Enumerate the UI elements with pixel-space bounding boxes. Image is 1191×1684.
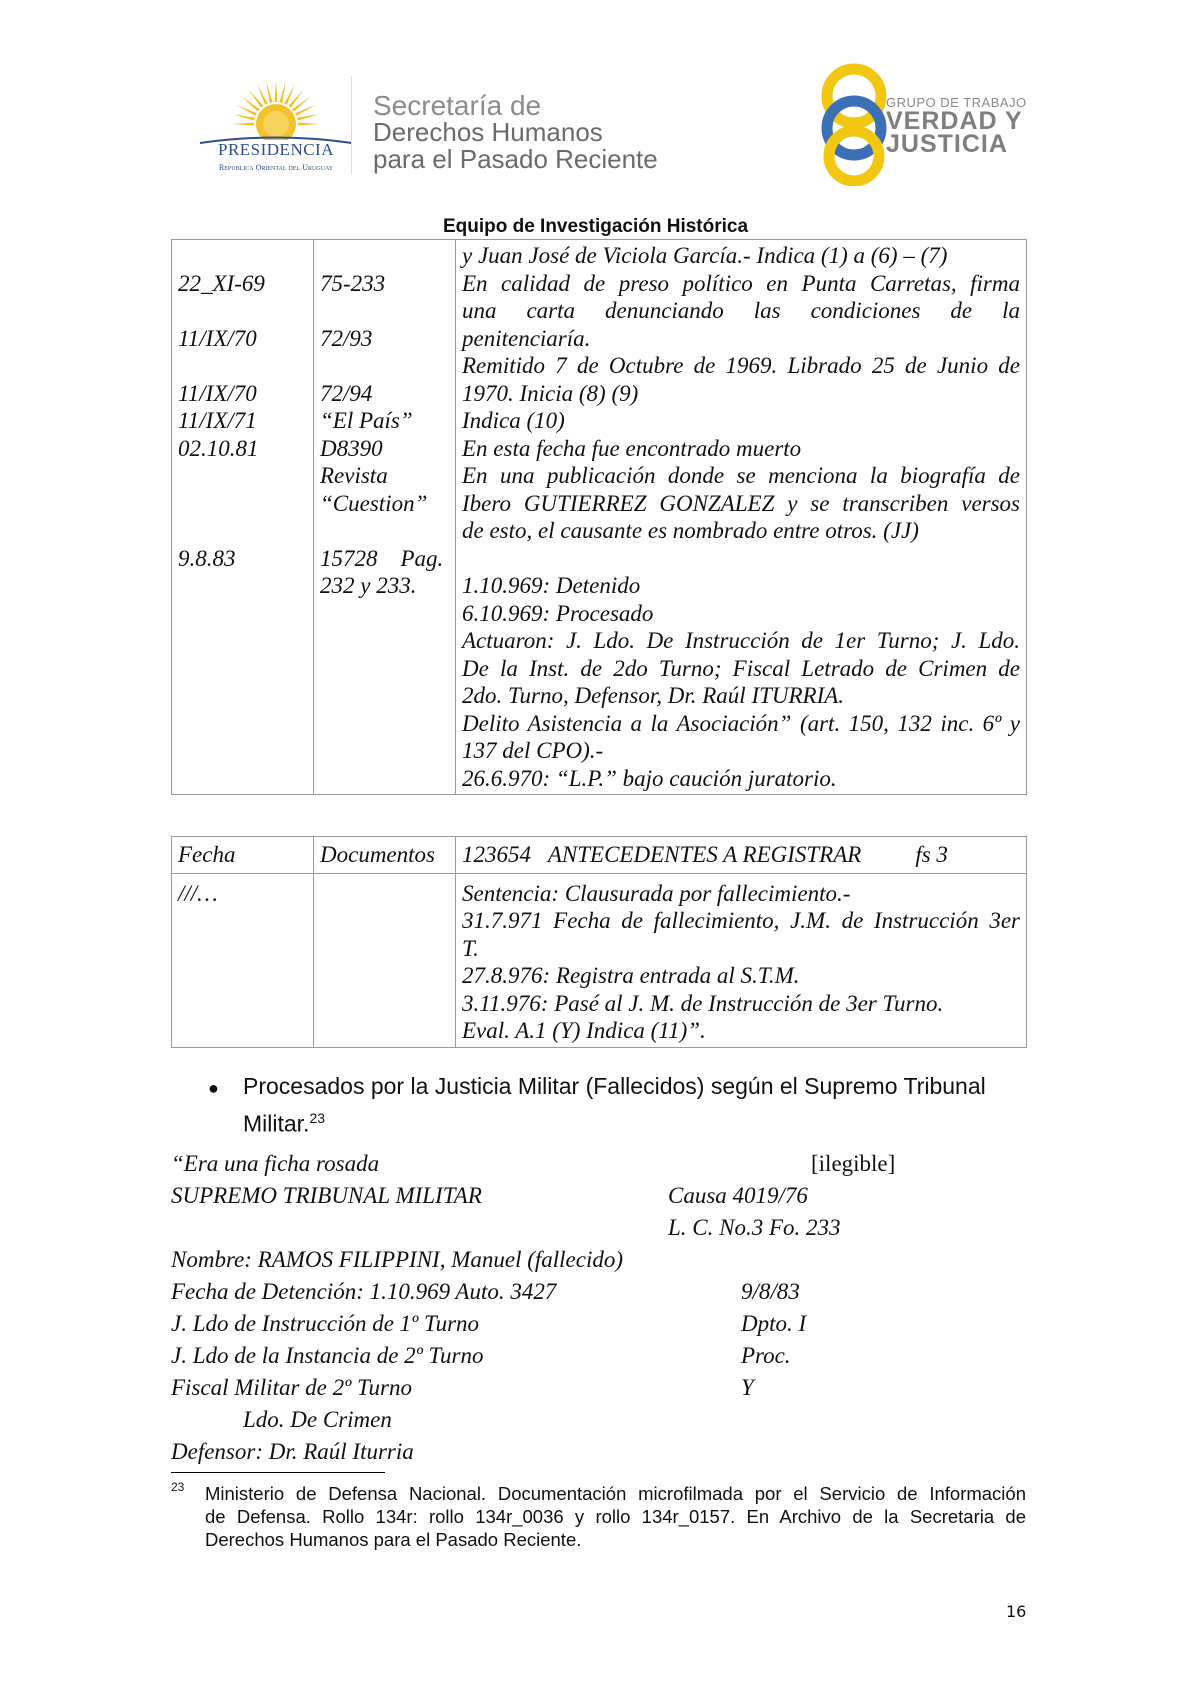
table-line	[320, 737, 449, 765]
table-line	[178, 710, 307, 738]
table-line	[178, 627, 307, 655]
table2-cell-fecha: ///…	[172, 873, 314, 1047]
table-line: 15728 Pag.	[320, 545, 444, 571]
table1-col-documentos	[314, 240, 456, 795]
table-line	[178, 655, 307, 683]
table-line: 1.10.969: Detenido	[462, 573, 641, 598]
record-line: Fecha de Detención: 1.10.969 Auto. 3427	[171, 1279, 557, 1304]
record-line: Fiscal Militar de 2º Turno	[171, 1375, 412, 1400]
table-line: Eval. A.1 (Y) Indica (11)”.	[462, 1018, 706, 1043]
table-line	[178, 490, 307, 518]
table-line: 72/94	[320, 380, 373, 406]
record-line: J. Ldo de la Instancia de 2º Turno	[171, 1343, 484, 1368]
table-line: Actuaron: J. Ldo. De Instrucción de 1er Turno; J. Ldo.	[462, 628, 1020, 653]
bullet-line-1: Procesados por la Justicia Militar (Fallecidos) según el Supremo Tribunal	[243, 1073, 986, 1099]
table-line	[320, 297, 449, 325]
footnote-number: 23	[171, 1480, 185, 1494]
table-line: 22_XI-69	[178, 270, 265, 296]
table-line: “Cuestion”	[320, 490, 428, 516]
table-line	[320, 600, 449, 628]
table-line	[462, 545, 1020, 573]
table-line: 27.8.976: Registra entrada al S.T.M.	[462, 963, 800, 988]
table-line: y Juan José de Viciola García.- Indica (1) a (6) – (7)	[462, 243, 948, 268]
lc-reference: L. C. No.3 Fo. 233	[668, 1215, 841, 1240]
table-line: 72/93	[320, 325, 373, 351]
footnote-text	[205, 1482, 1026, 1551]
record-line: Ldo. De Crimen	[243, 1407, 392, 1432]
table-line: 3.11.976: Pasé al J. M. de Instrucción de 3er Turno.	[462, 990, 944, 1016]
sun-ray	[274, 80, 277, 102]
table-line: 11/IX/70	[178, 380, 257, 406]
table-line	[178, 242, 307, 270]
table-line	[178, 737, 307, 765]
bullet-text	[243, 1070, 986, 1140]
table-line	[178, 572, 307, 600]
footnote-ref: 23	[309, 1110, 326, 1126]
sun-ray	[266, 81, 272, 103]
record-line: Nombre: RAMOS FILIPPINI, Manuel (fallecido)	[171, 1247, 624, 1272]
causa-number: Causa 4019/76	[668, 1183, 808, 1208]
table-line: 232 y 233.	[320, 573, 417, 598]
republica-label: República Oriental del Uruguay	[218, 163, 334, 172]
table-line	[178, 352, 307, 380]
presidencia-label: PRESIDENCIA	[217, 140, 334, 159]
sun-ray	[279, 81, 285, 103]
footnote-line: de Defensa. Rollo 134r: rollo 134r_0036 y rollo 134r_0157. En Archivo de la Secretaria de	[205, 1506, 1026, 1527]
table-line	[178, 765, 307, 793]
table-line	[178, 600, 307, 628]
header-divider	[351, 76, 352, 174]
table-line: T.	[462, 935, 479, 961]
table-line: En una publicación donde se menciona la biografía de	[462, 463, 1020, 488]
header-fecha: Fecha	[172, 837, 314, 874]
justicia-label: JUSTICIA	[886, 130, 1008, 158]
team-heading: Equipo de Investigación Histórica	[442, 216, 749, 237]
table-line	[178, 297, 307, 325]
table-line: 11/IX/71	[178, 408, 257, 433]
footnote-line: Ministerio de Defensa Nacional. Documentación microfilmada por el Servicio de Información	[205, 1483, 1026, 1504]
grupo-trabajo-label: GRUPO DE TRABAJO	[886, 95, 1027, 110]
antecedentes-label: 123654 ANTECEDENTES A REGISTRAR	[462, 842, 862, 867]
table-line: Indica (10)	[462, 408, 565, 433]
table-line	[320, 627, 449, 655]
table-line: una carta denunciando las condiciones de la	[462, 298, 1020, 323]
table-line	[320, 352, 449, 380]
table-line: 75-233	[320, 270, 386, 296]
record-right-line: Y	[741, 1375, 754, 1400]
verdad-y-label: VERDAD Y	[886, 107, 1023, 135]
table-line: Remitido 7 de Octubre de 1969. Librado 25 de Junio de	[462, 353, 1020, 378]
table-line	[320, 517, 449, 545]
record-line: J. Ldo de Instrucción de 1º Turno	[171, 1311, 480, 1336]
bullet-dot: ●	[208, 1078, 219, 1098]
table-line	[320, 242, 449, 270]
sun-ray	[232, 122, 254, 125]
records-table-2	[171, 836, 1027, 1048]
table2-cell-detalle	[456, 873, 1027, 1047]
table-line: 31.7.971 Fecha de fallecimiento, J.M. de Instrucción 3er	[462, 908, 1020, 933]
table-line	[178, 517, 307, 545]
table-line: penitenciaría.	[462, 325, 591, 351]
table-line: Ibero GUTIERREZ GONZALEZ y se transcriben versos	[462, 490, 1020, 516]
table2-cell-documentos	[314, 873, 456, 1047]
table-row	[172, 873, 1027, 1047]
secretaria-line-1: Secretaría de	[373, 90, 542, 121]
table1-col-fecha	[172, 240, 314, 795]
table-line: 137 del CPO).-	[462, 738, 604, 763]
table-line: Delito Asistencia a la Asociación” (art. 150, 132 inc. 6º y	[462, 710, 1020, 736]
sun-ray	[233, 114, 255, 120]
table-line: “El País”	[320, 408, 413, 433]
table1-col-detalle	[456, 240, 1027, 795]
fs-label: fs 3	[915, 842, 948, 867]
table-line: En calidad de preso político en Punta Carretas, firma	[462, 270, 1020, 296]
records-table-1	[171, 239, 1027, 795]
table-line: 26.6.970: “L.P.” bajo caución juratorio.	[462, 765, 837, 791]
ilegible-note: [ilegible]	[811, 1151, 896, 1176]
footnote-line: Derechos Humanos para el Pasado Reciente.	[205, 1529, 582, 1550]
table-line: 2do. Turno, Defensor, Dr. Raúl ITURRIA.	[462, 683, 845, 708]
table-line: Revista	[320, 463, 388, 488]
record-right-line: Proc.	[741, 1343, 791, 1368]
secretaria-title	[373, 92, 658, 173]
table-line	[178, 462, 307, 490]
bullet-line-2: Militar.	[243, 1110, 310, 1137]
table-line	[320, 655, 449, 683]
table-line: De la Inst. de 2do Turno; Fiscal Letrado de Crimen de	[462, 655, 1020, 681]
table-line	[320, 710, 449, 738]
table-line	[320, 765, 449, 793]
table-line: Sentencia: Clausurada por fallecimiento.-	[462, 880, 851, 906]
table-line: de esto, el causante es nombrado entre otros. (JJ)	[462, 518, 919, 543]
page-number: 16	[1006, 1602, 1027, 1621]
footnote-separator	[171, 1472, 385, 1473]
record-right-line: Dpto. I	[741, 1311, 807, 1336]
record-line: “Era una ficha rosada	[171, 1151, 380, 1176]
table-line: 1970. Inicia (8) (9)	[462, 380, 639, 406]
record-line: Defensor: Dr. Raúl Iturria	[171, 1439, 414, 1464]
table-line: En esta fecha fue encontrado muerto	[462, 435, 802, 461]
table-line	[320, 682, 449, 710]
table-line: 9.8.83	[178, 545, 236, 571]
header-documentos: Documentos	[314, 837, 456, 874]
table-line: 02.10.81	[178, 435, 259, 461]
table-line: 6.10.969: Procesado	[462, 600, 654, 626]
secretaria-line-3: para el Pasado Reciente	[373, 144, 658, 174]
secretaria-line-2: Derechos Humanos	[373, 117, 603, 147]
sun-ray	[298, 122, 320, 125]
table-row	[172, 240, 1027, 795]
header-antecedentes	[456, 837, 1027, 874]
table-line: 11/IX/70	[178, 325, 257, 351]
record-right-line: 9/8/83	[741, 1279, 800, 1304]
record-line: SUPREMO TRIBUNAL MILITAR	[171, 1183, 482, 1208]
table-header-row	[172, 837, 1027, 874]
table-line: D8390	[320, 435, 383, 461]
table-line	[178, 682, 307, 710]
sun-ray	[297, 114, 319, 120]
